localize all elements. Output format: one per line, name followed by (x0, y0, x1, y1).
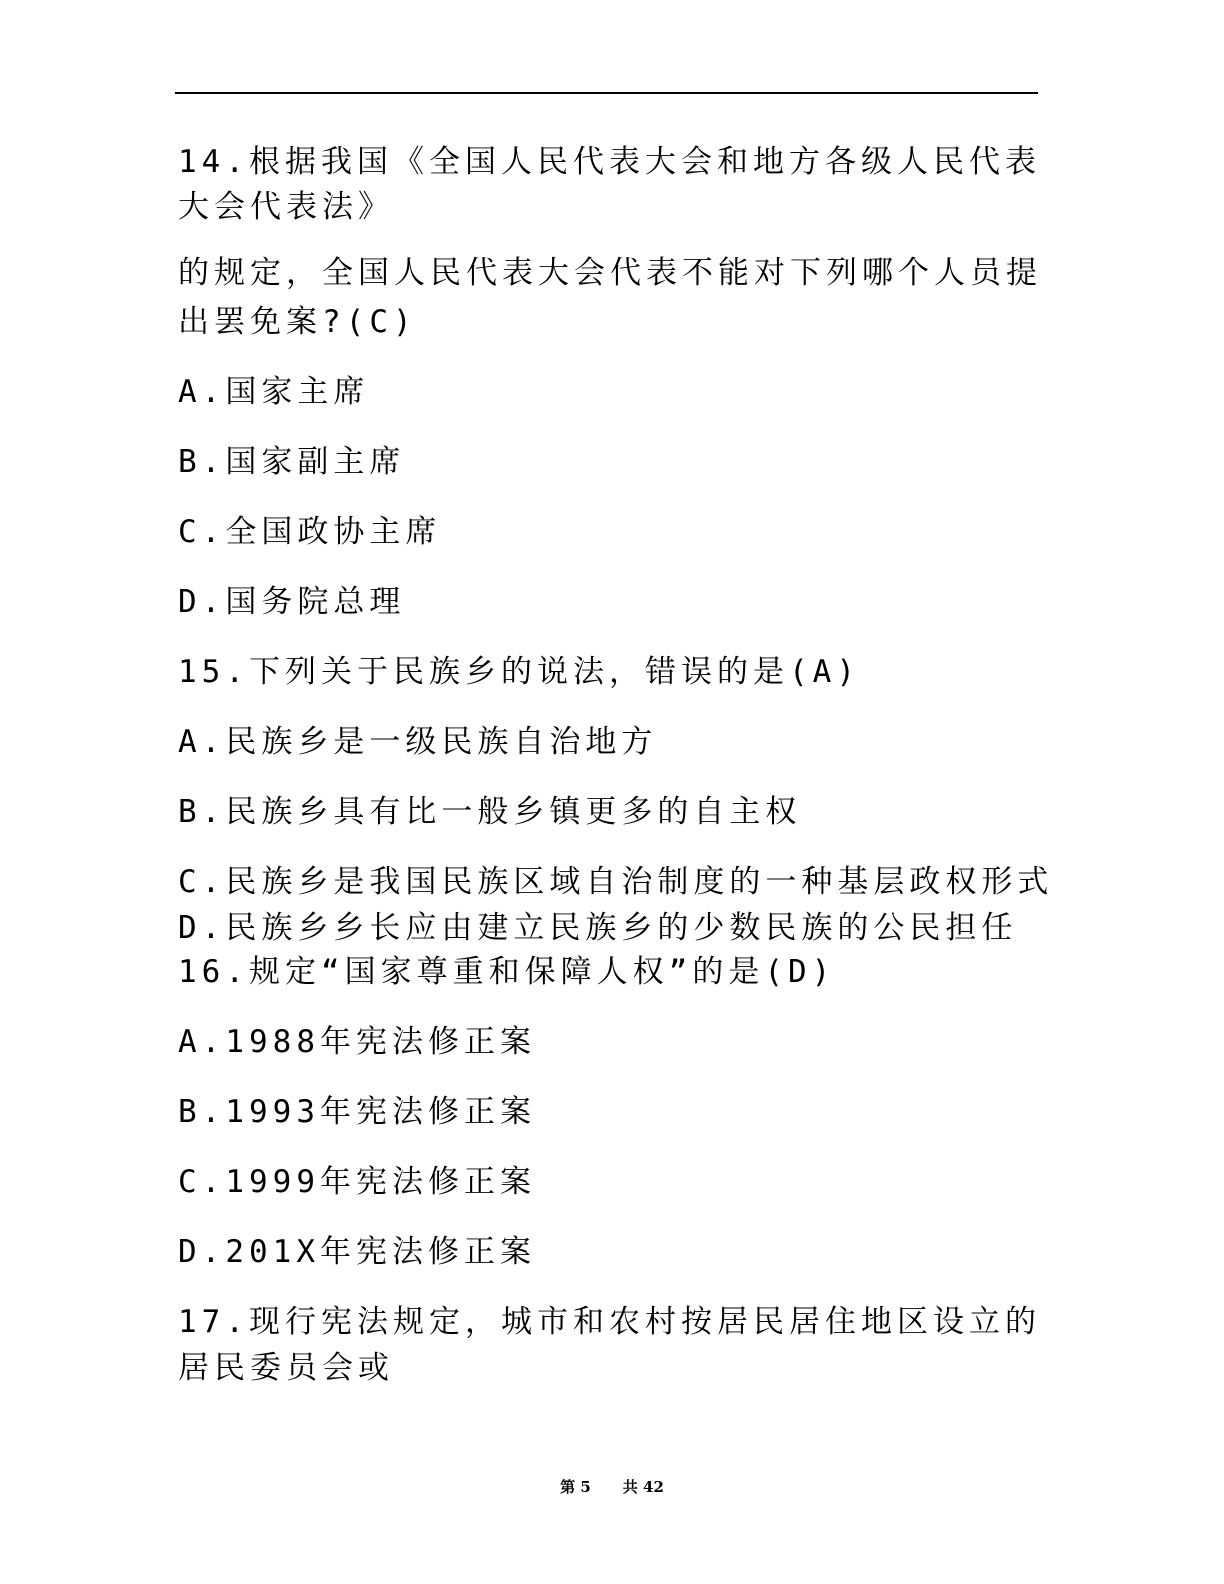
q16-option-c: C.1999年宪法修正案 (178, 1164, 536, 1200)
page-number: 第 5 (560, 1478, 591, 1496)
q15-stem: 15.下列关于民族乡的说法，错误的是(A) (178, 654, 860, 690)
q14-stem-line-2: 大会代表法》 (178, 189, 394, 225)
q17-stem-line-1: 17.现行宪法规定，城市和农村按居民居住地区设立的 (178, 1304, 1041, 1340)
q14-option-c: C.全国政协主席 (178, 514, 442, 550)
q16-option-b: B.1993年宪法修正案 (178, 1094, 536, 1130)
q17-stem-line-2: 居民委员会或 (178, 1350, 394, 1386)
q14-option-d: D.国务院总理 (178, 584, 406, 620)
q15-option-d: D.民族乡乡长应由建立民族乡的少数民族的公民担任 (178, 910, 1018, 946)
q14-option-b: B.国家副主席 (178, 444, 406, 480)
q15-option-c: C.民族乡是我国民族区域自治制度的一种基层政权形式 (178, 864, 1054, 900)
header-rule (175, 92, 1038, 94)
q16-option-d: D.201X年宪法修正案 (178, 1234, 536, 1270)
q16-option-a: A.1988年宪法修正案 (178, 1024, 536, 1060)
q14-option-a: A.国家主席 (178, 374, 370, 410)
q14-stem-line-1: 14.根据我国《全国人民代表大会和地方各级人民代表 (178, 144, 1041, 180)
page-total: 共 42 (622, 1478, 664, 1496)
q16-stem: 16.规定“国家尊重和保障人权”的是(D) (178, 954, 836, 990)
q14-stem-line-4: 出罢免案?(C) (178, 304, 417, 340)
page-footer (0, 1476, 1224, 1497)
q15-option-b: B.民族乡具有比一般乡镇更多的自主权 (178, 794, 802, 830)
q14-stem-line-3: 的规定，全国人民代表大会代表不能对下列哪个人员提 (178, 255, 1042, 291)
q15-option-a: A.民族乡是一级民族自治地方 (178, 724, 658, 760)
